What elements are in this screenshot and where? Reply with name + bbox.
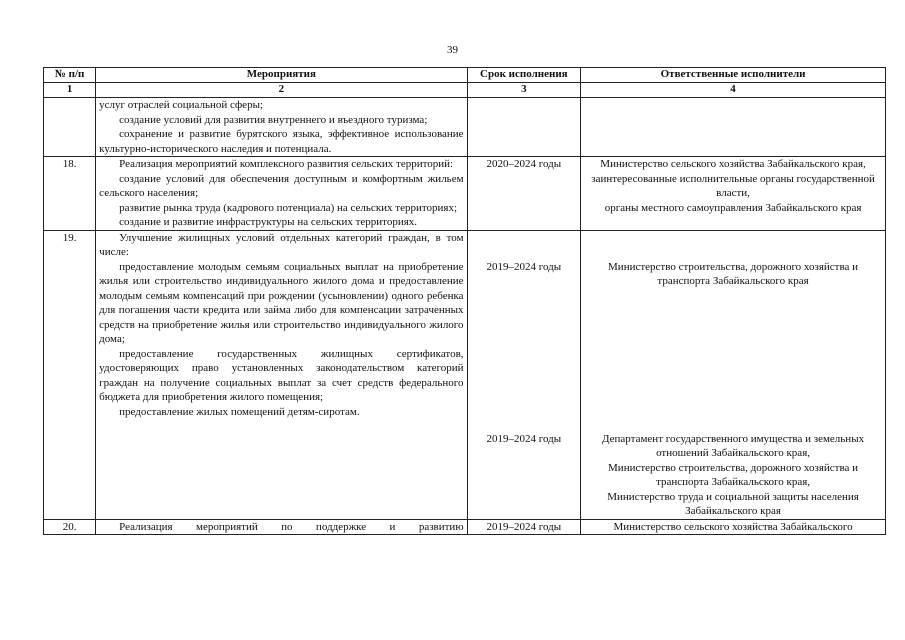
executor-cell (581, 98, 886, 157)
executor-text: Департамент государственного имущества и земельных отношений Забайкальского края, (602, 432, 865, 459)
page-number: 39 (447, 44, 458, 56)
executor-text: Министерство труда и социальной защиты населения Забайкальского края (607, 490, 859, 517)
executor-text: Министерство строительства, дорожного хозяйства и транспорта Забайкальского края (608, 260, 859, 287)
measure-text: сохранение и развитие бурятского языка, эффективное использование культурно-исторического наследия и потенциала. (99, 128, 464, 155)
measures-table (43, 67, 886, 535)
row-number (44, 519, 96, 534)
table-row (44, 157, 886, 231)
executor-cell (581, 157, 886, 231)
table-row (44, 519, 886, 534)
col-number-4: 4 (581, 83, 886, 98)
col-number-2: 2 (96, 83, 467, 98)
table-header-row (44, 68, 886, 83)
executor-cell (581, 519, 886, 534)
term-text: 2019–2024 годы (486, 260, 562, 273)
column-number-row (44, 83, 886, 98)
term-text: 2019–2024 годы (486, 520, 562, 533)
row-number: 18. (44, 157, 96, 231)
col-number-1: 1 (44, 83, 96, 98)
term-cell (467, 519, 581, 534)
header-num: № п/п (44, 68, 96, 83)
measure-text: услуг отраслей социальной сферы; (99, 99, 264, 111)
table-row (44, 230, 886, 519)
table-row (44, 98, 886, 157)
measures-cell (96, 519, 467, 534)
row-num-cell (44, 98, 96, 157)
measure-text: предоставление жилых помещений детям-сиротам. (119, 405, 360, 418)
row-number: 19. (44, 230, 96, 519)
header-executors: Ответственные исполнители (581, 68, 886, 83)
measure-text: Улучшение жилищных условий отдельных категорий граждан, в том числе: (99, 231, 464, 258)
executor-text: заинтересованные исполнительные органы государственной власти, (591, 172, 875, 199)
measure-text: создание условий для обеспечения доступным и комфортным жильем сельского населения; (99, 172, 464, 199)
term-cell (467, 98, 581, 157)
header-measures: Мероприятия (96, 68, 467, 83)
term-cell (467, 230, 581, 519)
measures-cell (96, 157, 467, 231)
measure-text: Реализация мероприятий комплексного развития сельских территорий: (119, 158, 454, 170)
executor-text: Министерство строительства, дорожного хозяйства и транспорта Забайкальского края, (608, 461, 859, 488)
measures-cell (96, 98, 467, 157)
row-number-text: 20. (62, 520, 77, 533)
executor-text: Министерство сельского хозяйства Забайкальского (613, 520, 853, 533)
measure-text: создание условий для развития внутреннего и въездного туризма; (119, 113, 428, 126)
measures-cell (96, 230, 467, 519)
executor-text: Министерство сельского хозяйства Забайкальского края, (600, 158, 866, 170)
measure-text: предоставление молодым семьям социальных выплат на приобретение жилья или строительство индивидуального жилого дома и предоставление молодым семьям компенсаций при рождении (усыновлении) одного ребенка для погашения части кредита или займа либо для компенсации затраченных средств на приобретение жилья или строительство индивидуального жилого дома; (99, 260, 464, 345)
measure-text: развитие рынка труда (кадрового потенциала) на сельских территориях; (119, 201, 458, 214)
executor-cell (581, 230, 886, 519)
header-term: Срок исполнения (467, 68, 581, 83)
col-number-3: 3 (467, 83, 581, 98)
measure-text: предоставление государственных жилищных сертификатов, удостоверяющих право установленных законодательством категорий граждан на получение социальных выплат за счет средств федерального бюджета для приобретения жилого помещения; (99, 347, 464, 403)
term-cell: 2020–2024 годы (467, 157, 581, 231)
measure-text: создание и развитие инфраструктуры на сельских территориях. (119, 216, 418, 228)
measure-text: Реализация мероприятий по поддержке и развитию (119, 520, 464, 533)
term-text: 2019–2024 годы (486, 433, 562, 445)
executor-text: органы местного самоуправления Забайкальского края (604, 201, 862, 214)
